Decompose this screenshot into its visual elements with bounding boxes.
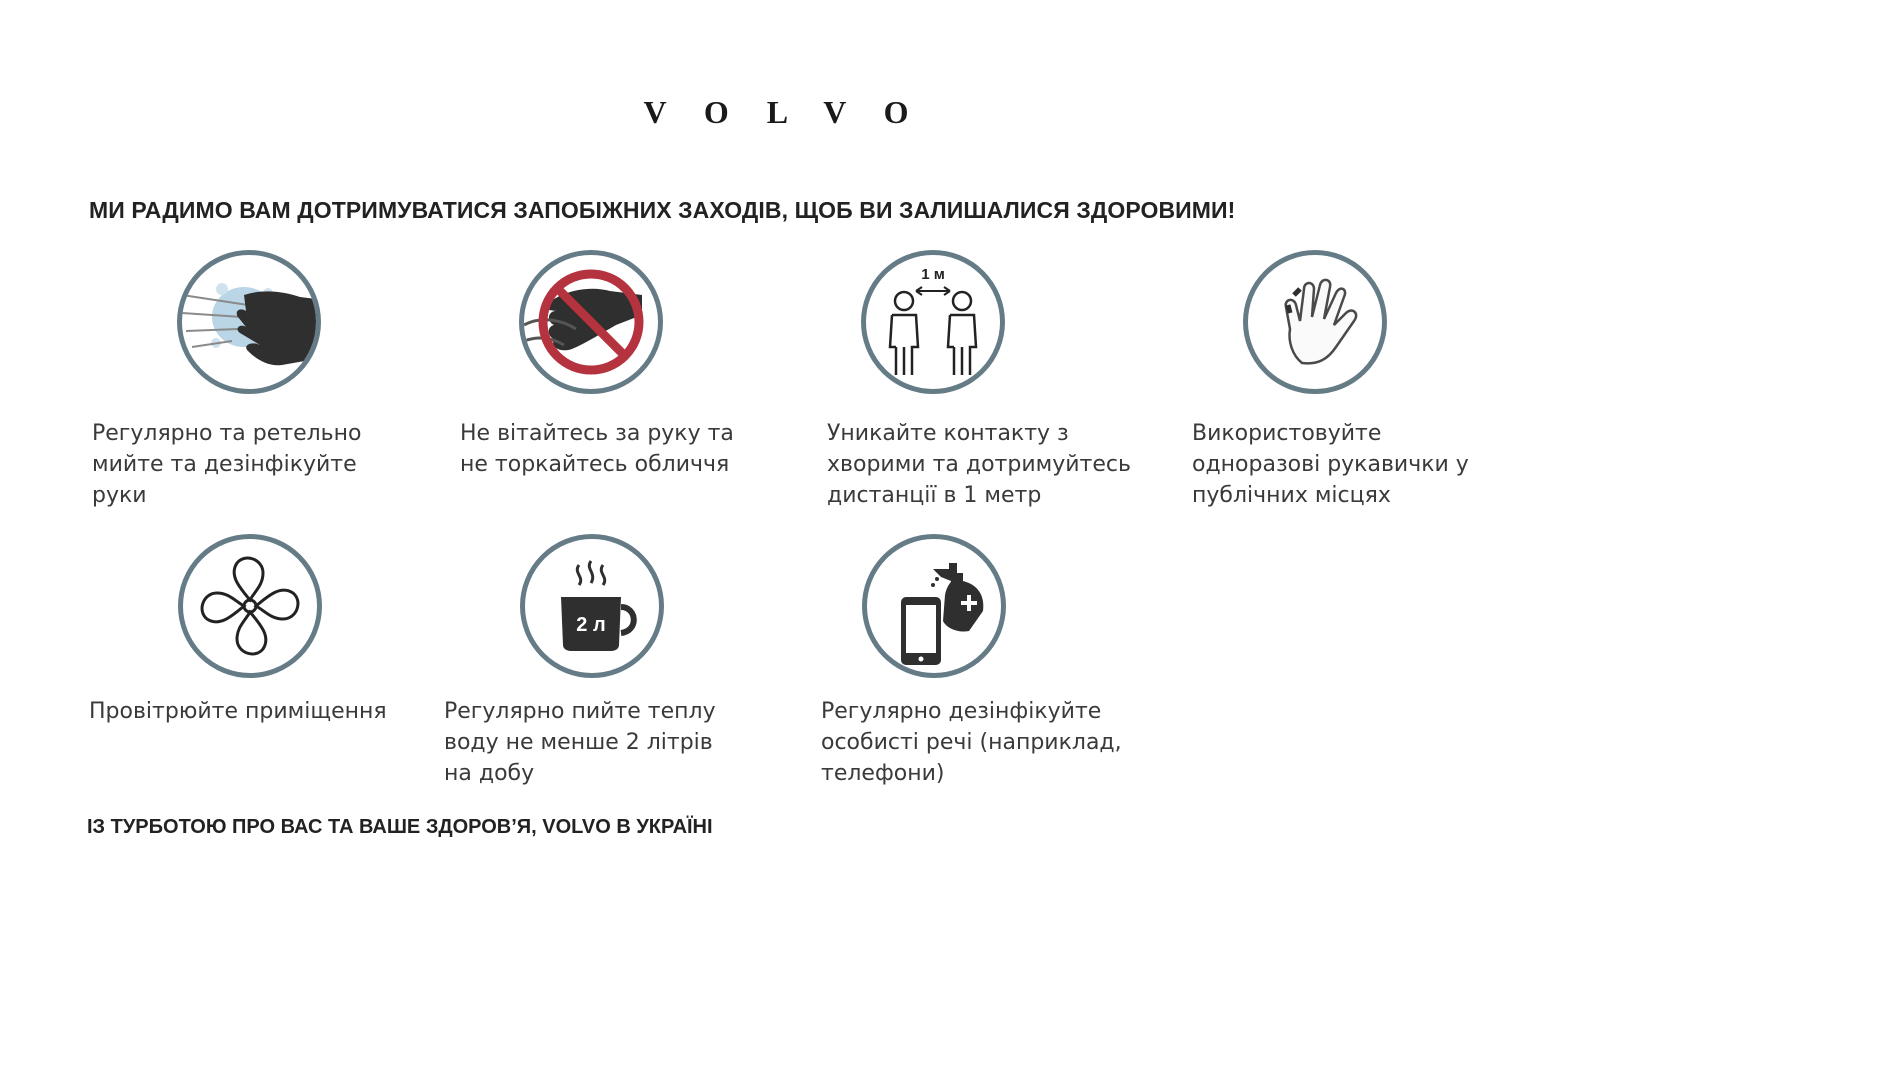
footer-signature: ІЗ ТУРБОТОЮ ПРО ВАС ТА ВАШЕ ЗДОРОВ’Я, VOLVO В УКРАЇНІ [87,816,713,838]
volume-label: 2 л [576,614,606,636]
glove-icon [1243,250,1387,394]
tip-caption-no-handshake: Не вітайтесь за руку та не торкайтесь обличчя [460,421,734,477]
tip-caption-gloves: Використовуйте одноразові рукавички у публічних місцях [1192,421,1469,508]
distance-label: 1 м [921,266,945,283]
hand-washing-icon [177,250,321,394]
hot-drink-icon [520,534,664,678]
volvo-logo: VOLVO [643,94,947,130]
tip-caption-distance: Уникайте контакту з хворими та дотримуйтесь дистанції в 1 метр [827,421,1131,508]
social-distance-icon [861,250,1005,394]
tip-caption-hand-washing: Регулярно та ретельно мийте та дезінфікуйте руки [92,421,362,508]
no-handshake-icon [519,250,663,394]
fan-icon [178,534,322,678]
tip-caption-disinfect-items: Регулярно дезінфікуйте особисті речі (наприклад, телефони) [821,699,1122,786]
tip-caption-ventilation: Провітрюйте приміщення [89,699,387,724]
tip-caption-drink-water: Регулярно пийте теплу воду не менше 2 літрів на добу [444,699,716,786]
page-headline: МИ РАДИМО ВАМ ДОТРИМУВАТИСЯ ЗАПОБІЖНИХ ЗАХОДІВ, ЩОБ ВИ ЗАЛИШАЛИСЯ ЗДОРОВИМИ! [89,197,1236,223]
phone-sanitizer-icon [862,534,1006,678]
